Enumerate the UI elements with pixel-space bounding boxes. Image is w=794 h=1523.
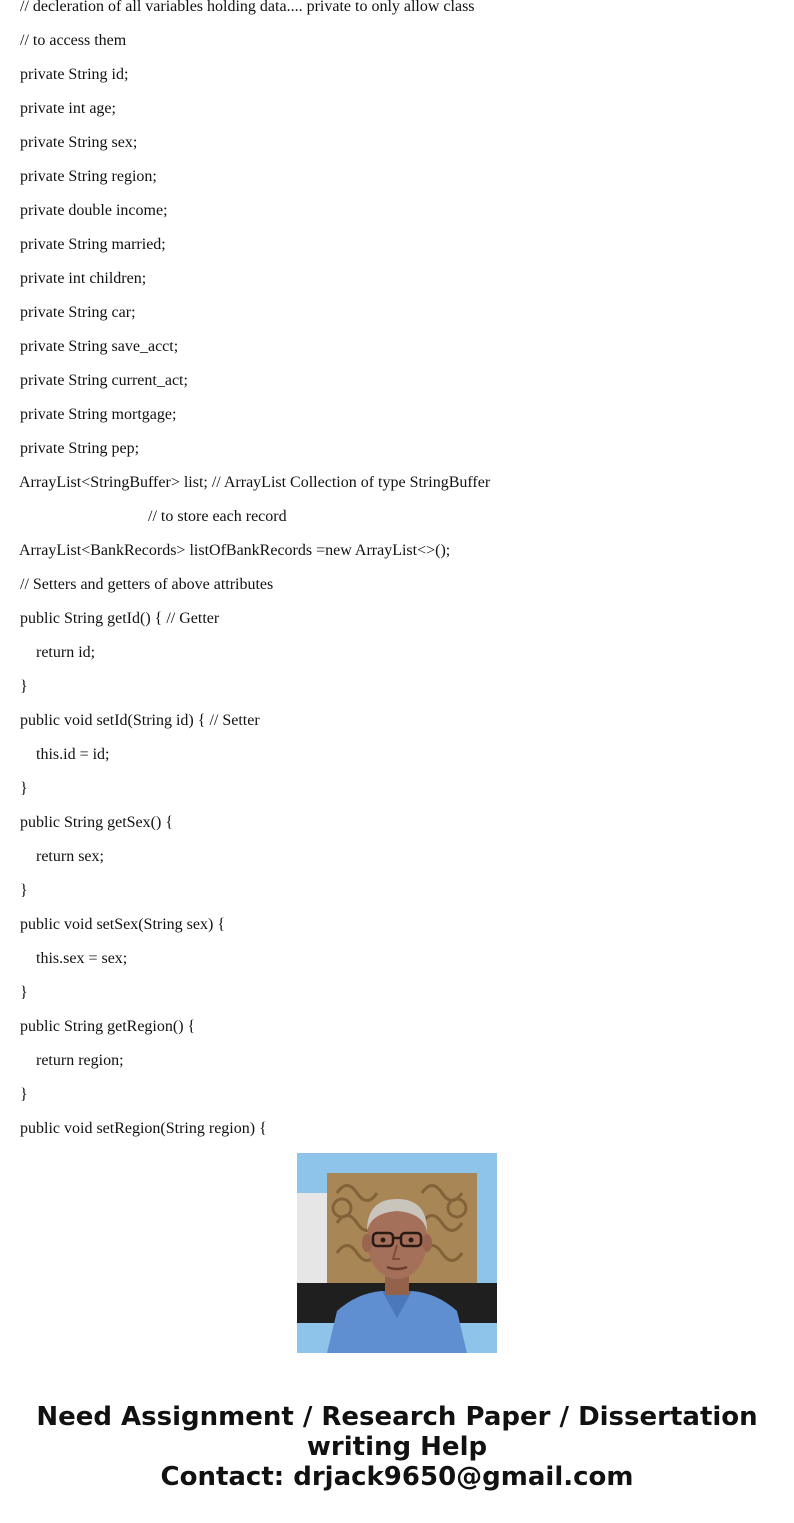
code-line: private String id;: [20, 66, 129, 83]
code-line: public String getId() { // Getter: [20, 610, 220, 627]
code-line: private String pep;: [20, 440, 140, 457]
author-photo: [297, 1153, 497, 1353]
code-line: public void setId(String id) { // Setter: [20, 712, 260, 729]
promo-banner: [0, 1402, 794, 1492]
code-line: private String sex;: [20, 134, 138, 151]
code-line: private String car;: [20, 304, 136, 321]
code-line: // to access them: [20, 32, 127, 49]
author-portrait-icon: [297, 1153, 497, 1353]
code-line: }: [20, 780, 28, 797]
code-line: public String getRegion() {: [20, 1018, 196, 1035]
code-line: return region;: [36, 1052, 124, 1069]
code-line: private String save_acct;: [20, 338, 179, 355]
code-line: // decleration of all variables holding data.... private to only allow class: [20, 0, 475, 15]
code-line: private int age;: [20, 100, 116, 117]
code-line: public void setSex(String sex) {: [20, 916, 225, 933]
promo-line-2: writing Help: [306, 1432, 488, 1462]
code-line: return sex;: [36, 848, 104, 865]
code-line: // to store each record: [148, 508, 287, 525]
code-line: private String current_act;: [20, 372, 188, 389]
code-line: public String getSex() {: [20, 814, 173, 831]
code-line: }: [20, 678, 28, 695]
code-line: this.id = id;: [36, 746, 110, 763]
code-line: }: [20, 1086, 28, 1103]
code-line: private int children;: [20, 270, 147, 287]
code-line: this.sex = sex;: [36, 950, 128, 967]
code-line: private String region;: [20, 168, 157, 185]
promo-line-1: Need Assignment / Research Paper / Dissertation: [36, 1402, 758, 1432]
code-line: public void setRegion(String region) {: [20, 1120, 267, 1137]
promo-contact: Contact: drjack9650@gmail.com: [160, 1462, 634, 1492]
code-line: private String married;: [20, 236, 166, 253]
code-line: private double income;: [20, 202, 168, 219]
code-line: private String mortgage;: [20, 406, 177, 423]
code-line: }: [20, 882, 28, 899]
code-line: ArrayList<StringBuffer> list; // ArrayList Collection of type StringBuffer: [19, 474, 491, 491]
code-line: }: [20, 984, 28, 1001]
code-line: ArrayList<BankRecords> listOfBankRecords =new ArrayList<>();: [19, 542, 451, 559]
code-line: return id;: [36, 644, 96, 661]
code-line: // Setters and getters of above attributes: [20, 576, 274, 593]
